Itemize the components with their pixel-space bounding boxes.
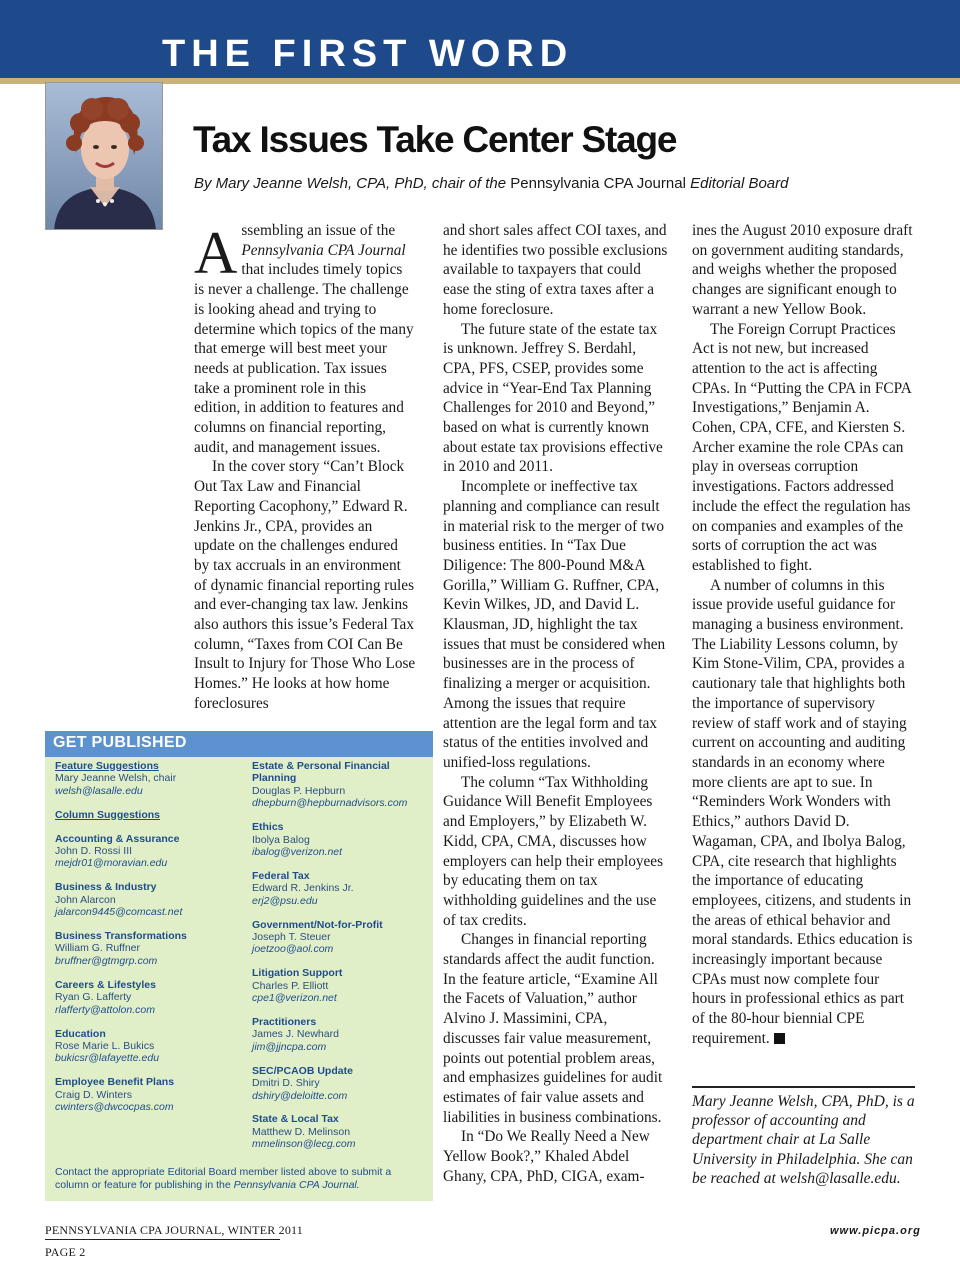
- editorial-contact: [252, 870, 430, 907]
- contact-email[interactable]: mejdr01@moravian.edu: [55, 857, 168, 870]
- contact-topic: Employee Benefit Plans: [55, 1076, 175, 1089]
- paragraph-text: ssembling an issue of the: [241, 222, 396, 239]
- sidebar-title: GET PUBLISHED: [53, 734, 187, 751]
- website-link[interactable]: www.picpa.org: [830, 1225, 921, 1237]
- author-photo: [45, 82, 163, 230]
- end-of-article-icon: [774, 1033, 785, 1044]
- bio-divider: [692, 1086, 915, 1088]
- editorial-contact: [252, 1113, 430, 1150]
- article-column-1: [194, 221, 416, 714]
- contact-topic: Practitioners: [252, 1016, 317, 1028]
- contact-name: Douglas P. Hepburn: [252, 784, 346, 797]
- section-title: THE FIRST WORD: [162, 33, 574, 75]
- article-byline: [194, 175, 788, 192]
- paragraph-text: that includes timely topics is never a challenge. The challenge is looking ahead and trying to determine which topics of the many that emerge will best meet your needs at publication. Tax issues take a prominent role in this edition, in addition to features and columns on financial reporting, audit, and management issues.: [194, 261, 414, 456]
- contact-email[interactable]: cpe1@verizon.net: [252, 992, 337, 1005]
- contact-email[interactable]: cwinters@dwcocpas.com: [55, 1101, 174, 1114]
- editorial-contact: [55, 979, 245, 1016]
- article-paragraph: ines the August 2010 exposure draft on government auditing standards, and weighs whether the proposed changes are significant enough to warrant a new Yellow Book.: [692, 222, 913, 318]
- contact-topic: SEC/PCAOB Update: [252, 1064, 353, 1077]
- contact-email[interactable]: bukicsr@lafayette.edu: [55, 1052, 160, 1065]
- contact-name: Joseph T. Steuer: [252, 930, 331, 943]
- contact-name: Charles P. Elliott: [252, 979, 329, 992]
- editorial-contact: [252, 919, 430, 956]
- get-published-sidebar: [45, 731, 433, 1201]
- contact-name: Rose Marie L. Bukics: [55, 1039, 155, 1052]
- contact-name: Dmitri D. Shiry: [252, 1077, 320, 1090]
- page-number: PAGE 2: [45, 1245, 86, 1259]
- article-paragraph: Changes in financial reporting standards affect the audit function. In the feature article, “Examine All the Facets of Valuation,” author Alvino J. Massimini, CPA, discusses fair value measurement, points out potential problem areas, and emphasizes guidelines for audit estimates of fair value assets and liabilities in business combinations.: [443, 931, 663, 1126]
- contact-topic: Business Transformations: [55, 930, 187, 943]
- article-paragraph: The future state of the estate tax is unknown. Jeffrey S. Berdahl, CPA, PFS, CSEP, provides some advice in “Year-End Tax Planning Challenges for 2010 and Beyond,” based on what is currently known about estate tax provisions effective in 2010 and 2011.: [443, 320, 663, 476]
- contact-name: John Alarcon: [55, 893, 116, 906]
- contact-email[interactable]: jim@jjncpa.com: [252, 1040, 327, 1053]
- contact-name: James J. Newhard: [252, 1028, 339, 1041]
- editorial-contact: [252, 821, 430, 858]
- contact-name: Matthew D. Melinson: [252, 1125, 351, 1138]
- contact-email[interactable]: rlafferty@attolon.com: [55, 1003, 155, 1016]
- article-paragraph: In the cover story “Can’t Block Out Tax Law and Financial Reporting Cacophony,” Edward R. Jenkins Jr., CPA, provides an update on the challenges endured by tax accruals in an environment of dynamic financial reporting rules and ever-changing tax law. Jenkins also authors this issue’s Federal Tax column, “Taxes from COI Can Be Insult to Injury for Those Who Lose Homes.” He looks at how home foreclosures: [194, 458, 416, 712]
- article-paragraph: The column “Tax Withholding Guidance Will Benefit Employees and Employers,” by Elizabeth W. Kidd, CPA, CMA, discusses how employers can help their employees by educating them on tax withholding guidelines and the use of tax credits.: [443, 773, 664, 929]
- contact-topic[interactable]: Feature Suggestions: [55, 760, 159, 772]
- editorial-contact: [55, 809, 245, 821]
- footer-divider: [45, 1239, 280, 1240]
- editorial-contact: [252, 760, 430, 810]
- contact-name: Edward R. Jenkins Jr.: [252, 882, 354, 895]
- editorial-contact: [55, 833, 245, 870]
- sidebar-left-column: [55, 760, 245, 1125]
- editorial-contact: [252, 1065, 430, 1102]
- editorial-contact: [252, 1016, 430, 1053]
- drop-cap: A: [194, 220, 238, 286]
- contact-email[interactable]: dshiry@deloitte.com: [252, 1089, 348, 1102]
- author-bio: Mary Jeanne Welsh, CPA, PhD, is a professor of accounting and department chair at La Salle University in Philadelphia. She can be reached at welsh@lasalle.edu.: [692, 1093, 915, 1187]
- contact-topic: Litigation Support: [252, 967, 343, 980]
- contact-topic: Estate & Personal Financial Planning: [252, 760, 390, 785]
- paragraph-journal-title: Pennsylvania CPA Journal: [241, 241, 406, 259]
- contact-name: Mary Jeanne Welsh, chair: [55, 772, 177, 785]
- editorial-contact: [55, 760, 245, 797]
- article-paragraph: The Foreign Corrupt Practices Act is not new, but increased attention to the act is affecting CPAs. In “Putting the CPA in FCPA Investigations,” Benjamin A. Cohen, CPA, CFE, and Kiersten S. Archer examine the role CPAs can play in overseas corruption investigations. Factors addressed include the effect the regulation has on companies and examples of the sorts of corruption the act was established to fight.: [692, 320, 911, 574]
- author-portrait-image: [46, 83, 163, 230]
- sidebar-footer-note: [55, 1166, 425, 1191]
- article-column-3: [692, 221, 917, 1049]
- contact-email[interactable]: joetzoo@aol.com: [252, 943, 334, 956]
- journal-footer: PENNSYLVANIA CPA JOURNAL, WINTER 2011: [45, 1223, 303, 1237]
- editorial-contact: [55, 881, 245, 918]
- contact-topic[interactable]: Column Suggestions: [55, 808, 160, 821]
- editorial-contact: [55, 1076, 245, 1113]
- footer-note-text: Contact the appropriate Editorial Board member listed above to submit a column or feature for publishing in the: [55, 1166, 392, 1191]
- article-paragraph: [194, 221, 416, 457]
- contact-topic: Business & Industry: [55, 881, 157, 894]
- article-column-2: [443, 221, 668, 1186]
- footer-note-journal: Pennsylvania CPA Journal.: [233, 1178, 360, 1191]
- byline-suffix: Editorial Board: [690, 175, 789, 192]
- byline-journal: Pennsylvania CPA Journal: [510, 175, 686, 192]
- contact-topic: Government/Not-for-Profit: [252, 918, 383, 931]
- contact-topic: Accounting & Assurance: [55, 832, 180, 845]
- sidebar-header: [45, 731, 433, 757]
- sidebar-right-column: [252, 760, 430, 1162]
- contact-topic: Careers & Lifestyles: [55, 978, 156, 991]
- contact-email[interactable]: welsh@lasalle.edu: [55, 784, 143, 797]
- contact-name: Ryan G. Lafferty: [55, 991, 132, 1004]
- article-paragraph: and short sales affect COI taxes, and he identifies two possible exclusions available to taxpayers that could ease the sting of extra taxes after a home foreclosure.: [443, 222, 668, 318]
- editorial-contact: [55, 1028, 245, 1065]
- contact-topic: Ethics: [252, 821, 284, 834]
- article-paragraph: Incomplete or ineffective tax planning and compliance can result in material risk to the merger of two business entities. In “Tax Due Diligence: The 800-Pound M&A Gorilla,” William G. Ruffner, CPA, Kevin Wilkes, JD, and David L. Klausman, JD, highlight the tax issues that must be considered when businesses are in the process of finalizing a merger or acquisition. Among the issues that require attention are the legal form and tax status of the entities involved and unified-loss regulations.: [443, 478, 666, 771]
- editorial-contact: [55, 930, 245, 967]
- contact-name: John D. Rossi III: [55, 845, 133, 858]
- contact-email[interactable]: jalarcon9445@comcast.net: [55, 906, 183, 919]
- contact-topic: Federal Tax: [252, 869, 310, 882]
- contact-email[interactable]: mmelinson@lecg.com: [252, 1138, 356, 1151]
- byline-prefix: By Mary Jeanne Welsh, CPA, PhD, chair of the: [194, 175, 507, 192]
- paragraph-text: A number of columns in this issue provide useful guidance for managing a business environment. The Liability Lessons column, by Kim Stone-Vilim, CPA, provides a cautionary tale that highlights both the importance of supervisory review of staff work and of staying current on accounting and auditing standards in an economy where more clients are apt to sue. In “Reminders Work Wonders with Ethics,” authors David D. Wagaman, CPA, and Ibolya Balog, CPA, cite research that highlights the importance of educating employees, citizens, and students in the areas of ethical behavior and moral standards. Ethics education is increasingly important because CPAs must now complete four hours in professional ethics as part of the 80-hour biennial CPE requirement.: [692, 576, 913, 1047]
- contact-email[interactable]: bruffner@gtmgrp.com: [55, 954, 158, 967]
- contact-email[interactable]: ibalog@verizon.net: [252, 845, 343, 858]
- contact-name: William G. Ruffner: [55, 942, 140, 955]
- contact-topic: State & Local Tax: [252, 1113, 339, 1126]
- contact-topic: Education: [55, 1027, 106, 1040]
- contact-name: Ibolya Balog: [252, 833, 310, 846]
- article-paragraph: [692, 576, 917, 1049]
- contact-name: Craig D. Winters: [55, 1088, 133, 1101]
- article-headline: Tax Issues Take Center Stage: [193, 119, 677, 160]
- article-paragraph: In “Do We Really Need a New Yellow Book?,” Khaled Abdel Ghany, CPA, PhD, CIGA, exam-: [443, 1128, 650, 1185]
- contact-email[interactable]: dhepburn@hepburnadvisors.com: [252, 797, 408, 810]
- editorial-contact: [252, 967, 430, 1004]
- contact-email[interactable]: erj2@psu.edu: [252, 894, 318, 907]
